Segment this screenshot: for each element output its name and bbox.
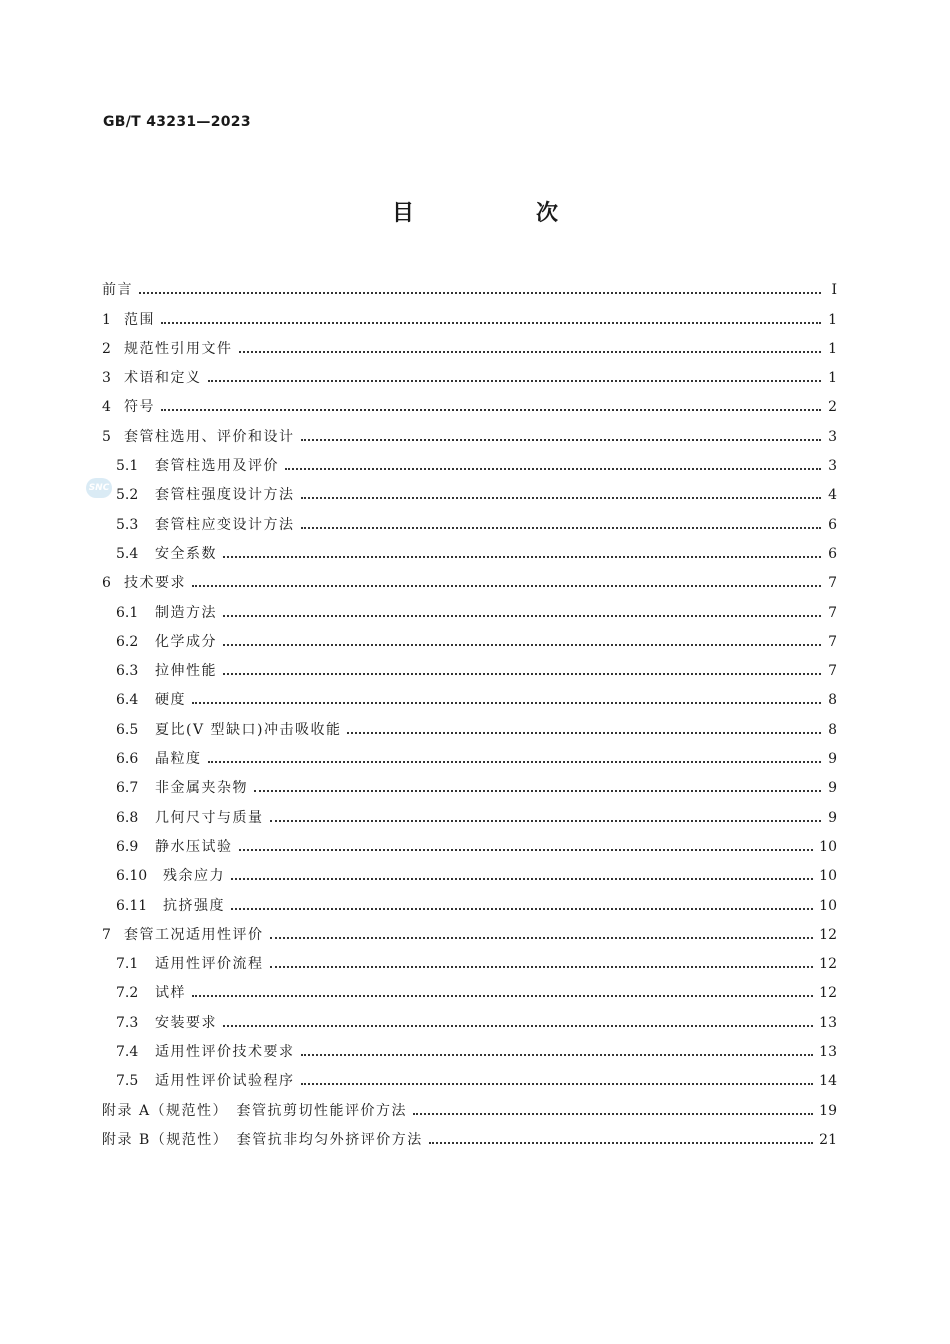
toc-entry-title: 适用性评价试验程序 bbox=[155, 1073, 295, 1090]
toc-dot-leader bbox=[301, 1083, 814, 1085]
toc-entry[interactable] bbox=[102, 945, 837, 974]
toc-entry[interactable] bbox=[102, 769, 837, 798]
toc-entry-page: 6 bbox=[828, 516, 837, 533]
toc-dot-leader bbox=[223, 556, 821, 558]
toc-entry-page: 9 bbox=[828, 780, 837, 797]
toc-entry-number: 7.4 bbox=[116, 1044, 139, 1061]
toc-entry-title: 化学成分 bbox=[155, 633, 217, 650]
toc-dot-leader bbox=[347, 732, 821, 734]
toc-entry-title: 晶粒度 bbox=[155, 751, 202, 768]
toc-entry-page: 21 bbox=[819, 1131, 837, 1148]
toc-entry-number: 6 bbox=[102, 575, 111, 592]
toc-entry-page: 6 bbox=[828, 545, 837, 562]
toc-entry-page: 2 bbox=[828, 399, 837, 416]
toc-entry-page: 7 bbox=[828, 663, 837, 680]
toc-entry-number: 1 bbox=[102, 311, 111, 328]
toc-entry-page: 1 bbox=[828, 370, 837, 387]
toc-entry-number: 7.3 bbox=[116, 1014, 139, 1031]
watermark-logo: SNC bbox=[86, 478, 112, 498]
toc-entry-number: 6.5 bbox=[116, 721, 139, 738]
toc-dot-leader bbox=[270, 937, 814, 939]
toc-dot-leader bbox=[254, 790, 821, 792]
toc-entry[interactable] bbox=[102, 271, 837, 300]
toc-entry-page: 12 bbox=[819, 956, 837, 973]
toc-dot-leader bbox=[413, 1113, 813, 1115]
toc-dot-leader bbox=[192, 702, 821, 704]
toc-entry[interactable] bbox=[102, 417, 837, 446]
toc-entry-title: 技术要求 bbox=[124, 575, 186, 592]
toc-entry[interactable] bbox=[102, 886, 837, 915]
toc-entry[interactable] bbox=[102, 447, 837, 476]
toc-entry[interactable] bbox=[102, 1062, 837, 1091]
toc-entry[interactable] bbox=[102, 1003, 837, 1032]
toc-entry[interactable] bbox=[102, 652, 837, 681]
toc-dot-leader bbox=[192, 585, 821, 587]
toc-dot-leader bbox=[161, 322, 821, 324]
toc-entry-title: 附录 B（规范性） 套管抗非均匀外挤评价方法 bbox=[102, 1131, 423, 1148]
toc-entry-page: 7 bbox=[828, 633, 837, 650]
toc-entry-title: 范围 bbox=[124, 311, 155, 328]
toc-entry-page: 8 bbox=[828, 721, 837, 738]
toc-entry-number: 2 bbox=[102, 340, 111, 357]
toc-entry-number: 5 bbox=[102, 428, 111, 445]
toc-dot-leader bbox=[301, 497, 822, 499]
toc-dot-leader bbox=[301, 439, 822, 441]
toc-entry-title: 安全系数 bbox=[155, 545, 217, 562]
toc-entry-page: 13 bbox=[819, 1014, 837, 1031]
toc-entry-title: 残余应力 bbox=[163, 868, 225, 885]
toc-entry[interactable] bbox=[102, 1033, 837, 1062]
toc-entry[interactable] bbox=[102, 857, 837, 886]
toc-entry-page: 3 bbox=[828, 428, 837, 445]
toc-entry-number: 6.6 bbox=[116, 751, 139, 768]
toc-dot-leader bbox=[285, 468, 821, 470]
toc-entry-title: 附录 A（规范性） 套管抗剪切性能评价方法 bbox=[102, 1102, 408, 1119]
toc-entry-title: 适用性评价技术要求 bbox=[155, 1044, 295, 1061]
toc-entry-title: 试样 bbox=[155, 985, 186, 1002]
toc-entry-number: 5.1 bbox=[116, 458, 139, 475]
toc-entry-page: 8 bbox=[828, 692, 837, 709]
toc-dot-leader bbox=[301, 1054, 814, 1056]
toc-entry-page: 14 bbox=[819, 1073, 837, 1090]
toc-entry[interactable] bbox=[102, 681, 837, 710]
toc-dot-leader bbox=[239, 849, 814, 851]
toc-entry-number: 3 bbox=[102, 370, 111, 387]
toc-entry[interactable] bbox=[102, 1121, 837, 1150]
toc-entry[interactable] bbox=[102, 330, 837, 359]
toc-entry-page: 7 bbox=[828, 575, 837, 592]
toc-dot-leader bbox=[223, 673, 821, 675]
toc-entry[interactable] bbox=[102, 798, 837, 827]
toc-entry-number: 5.4 bbox=[116, 545, 139, 562]
toc-entry-page: Ⅰ bbox=[831, 282, 837, 299]
toc-entry-page: 10 bbox=[819, 897, 837, 914]
toc-entry-number: 7 bbox=[102, 926, 111, 943]
toc-entry[interactable] bbox=[102, 710, 837, 739]
toc-entry-title: 几何尺寸与质量 bbox=[155, 809, 264, 826]
toc-entry-title: 规范性引用文件 bbox=[124, 340, 233, 357]
toc-entry-title: 非金属夹杂物 bbox=[155, 780, 248, 797]
toc-dot-leader bbox=[270, 966, 814, 968]
toc-entry-title: 抗挤强度 bbox=[163, 897, 225, 914]
toc-entry-title: 硬度 bbox=[155, 692, 186, 709]
toc-entry-page: 10 bbox=[819, 838, 837, 855]
toc-entry-title: 术语和定义 bbox=[124, 370, 202, 387]
toc-entry-number: 6.9 bbox=[116, 838, 139, 855]
toc-dot-leader bbox=[429, 1142, 813, 1144]
toc-dot-leader bbox=[139, 292, 821, 294]
toc-entry-number: 5.3 bbox=[116, 516, 139, 533]
toc-dot-leader bbox=[223, 644, 821, 646]
toc-dot-leader bbox=[231, 878, 813, 880]
toc-entry[interactable] bbox=[102, 359, 837, 388]
toc-entry-title: 夏比(V 型缺口)冲击吸收能 bbox=[155, 721, 342, 738]
toc-entry-page: 9 bbox=[828, 809, 837, 826]
toc-entry[interactable] bbox=[102, 974, 837, 1003]
toc-entry[interactable] bbox=[102, 505, 837, 534]
toc-entry-title: 套管柱强度设计方法 bbox=[155, 487, 295, 504]
toc-entry-number: 7.1 bbox=[116, 956, 139, 973]
standard-code: GB/T 43231—2023 bbox=[103, 114, 251, 130]
toc-entry-page: 1 bbox=[828, 340, 837, 357]
toc-entry-title: 静水压试验 bbox=[155, 838, 233, 855]
toc-entry-page: 3 bbox=[828, 458, 837, 475]
toc-entry[interactable] bbox=[102, 476, 837, 505]
table-of-contents bbox=[102, 271, 837, 1150]
toc-entry[interactable] bbox=[102, 593, 837, 622]
toc-entry-title: 制造方法 bbox=[155, 604, 217, 621]
toc-entry-number: 6.3 bbox=[116, 663, 139, 680]
toc-entry-title: 安装要求 bbox=[155, 1014, 217, 1031]
toc-entry[interactable] bbox=[102, 740, 837, 769]
toc-entry-page: 7 bbox=[828, 604, 837, 621]
toc-entry[interactable] bbox=[102, 916, 837, 945]
toc-entry-title: 拉伸性能 bbox=[155, 663, 217, 680]
toc-entry-number: 6.2 bbox=[116, 633, 139, 650]
toc-dot-leader bbox=[239, 351, 822, 353]
toc-entry-page: 1 bbox=[828, 311, 837, 328]
toc-entry-number: 6.4 bbox=[116, 692, 139, 709]
toc-entry[interactable] bbox=[102, 535, 837, 564]
toc-entry-title: 前言 bbox=[102, 282, 133, 299]
toc-title: 目 次 bbox=[391, 201, 608, 226]
toc-entry-title: 套管工况适用性评价 bbox=[124, 926, 264, 943]
toc-entry-title: 符号 bbox=[124, 399, 155, 416]
toc-entry[interactable] bbox=[102, 623, 837, 652]
toc-dot-leader bbox=[223, 1025, 813, 1027]
toc-dot-leader bbox=[231, 908, 813, 910]
toc-entry-number: 6.8 bbox=[116, 809, 139, 826]
toc-entry[interactable] bbox=[102, 388, 837, 417]
toc-entry-number: 7.2 bbox=[116, 985, 139, 1002]
toc-entry[interactable] bbox=[102, 564, 837, 593]
toc-entry-number: 6.7 bbox=[116, 780, 139, 797]
toc-dot-leader bbox=[161, 409, 821, 411]
toc-entry-number: 6.10 bbox=[116, 868, 148, 885]
toc-entry-number: 4 bbox=[102, 399, 111, 416]
toc-dot-leader bbox=[192, 995, 813, 997]
toc-entry-page: 9 bbox=[828, 751, 837, 768]
toc-entry-title: 套管柱选用、评价和设计 bbox=[124, 428, 295, 445]
toc-entry-page: 19 bbox=[819, 1102, 837, 1119]
toc-dot-leader bbox=[301, 527, 822, 529]
toc-entry-page: 12 bbox=[819, 926, 837, 943]
toc-entry[interactable] bbox=[102, 300, 837, 329]
toc-entry[interactable] bbox=[102, 828, 837, 857]
toc-entry-title: 套管柱选用及评价 bbox=[155, 458, 279, 475]
toc-entry-page: 13 bbox=[819, 1044, 837, 1061]
toc-dot-leader bbox=[270, 820, 822, 822]
toc-entry-title: 套管柱应变设计方法 bbox=[155, 516, 295, 533]
toc-entry-number: 7.5 bbox=[116, 1073, 139, 1090]
toc-dot-leader bbox=[223, 615, 821, 617]
toc-dot-leader bbox=[208, 380, 822, 382]
toc-entry-page: 10 bbox=[819, 868, 837, 885]
toc-entry-page: 12 bbox=[819, 985, 837, 1002]
toc-entry-number: 6.11 bbox=[116, 897, 148, 914]
toc-entry-page: 4 bbox=[828, 487, 837, 504]
toc-entry-number: 5.2 bbox=[116, 487, 139, 504]
toc-entry-number: 6.1 bbox=[116, 604, 139, 621]
toc-dot-leader bbox=[208, 761, 822, 763]
toc-entry-title: 适用性评价流程 bbox=[155, 956, 264, 973]
toc-entry[interactable] bbox=[102, 1091, 837, 1120]
